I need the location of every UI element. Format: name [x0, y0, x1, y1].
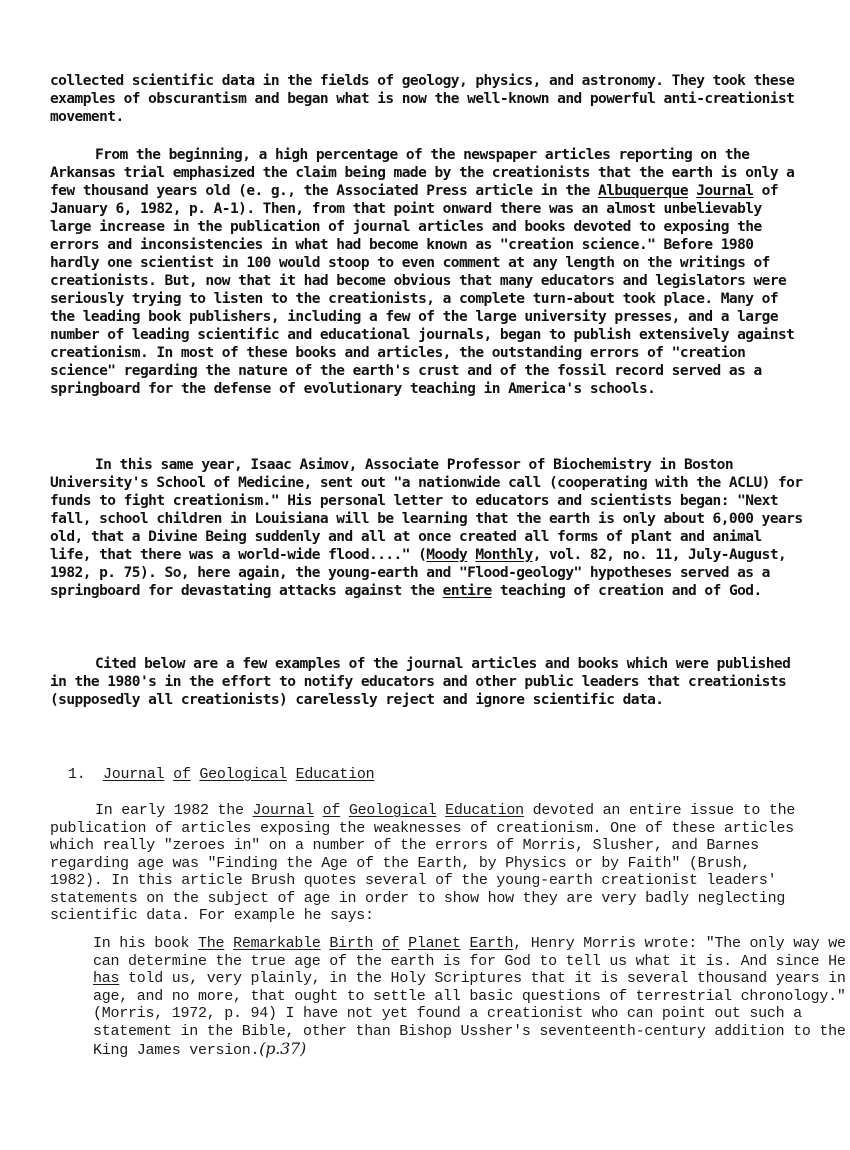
section-title-journal: Journal	[103, 766, 165, 783]
has-emphasis: has	[93, 970, 120, 987]
moody-title: Moody	[426, 547, 468, 563]
section-title-education: Education	[295, 766, 375, 783]
para1-text: collected scientific data in the fields of geology, physics, and astronomy. They took these examples of obscurantism and began what is now the well-known and powerful anti-creationist movement.	[50, 73, 795, 125]
handwritten-page-note: (p.37)	[259, 1039, 306, 1058]
section-heading	[68, 766, 810, 784]
section-title-of: of	[173, 766, 191, 783]
book-title-remarkable: Remarkable	[233, 935, 321, 952]
quote-text-1: In his book	[93, 935, 199, 952]
book-title-earth: Earth	[469, 935, 514, 952]
paragraph-intro-continuation	[50, 72, 810, 126]
journal-title: Journal	[696, 183, 754, 199]
entire-emphasis: entire	[442, 583, 492, 599]
para3-text-2: , vol. 82, no. 11, July-August, 1982, p. 75). So, here again, the young-earth and "Flood-geology" hypotheses served as a springboard for devastating attacks against the	[50, 547, 787, 599]
para2-text-1: From the beginning, a high percentage of the newspaper articles reporting on the Arkansas trial emphasized the claim being made by the creationists that the earth is only a few thousand years old (e. g., the Associated Press article in the	[50, 147, 795, 199]
para2-text-2: of January 6, 1982, p. A-1). Then, from that point onward there was an almost unbelievably large increase in the publication of journal articles and books devoted to exposing the errors and inconsistencies in what had become known as "creation science." Before 1980 hardly one scientist in 100 would stoop to even comment at any length on the writings of creationists. But, now that it had become obvious that many educators and legislators were seriously trying to listen to the creationists, a complete turn-about took place. Many of the leading book publishers, including a few of the large university presses, and a large number of leading scientific and educational journals, began to publish extensively against creationism. In most of these books and articles, the outstanding errors of "creation science" regarding the nature of the earth's crust and of the fossil record served as a springboard for the defense of evolutionary teaching in America's schools.	[50, 183, 795, 397]
book-title-of: of	[381, 935, 400, 952]
book-title-the: The	[198, 935, 225, 952]
book-title-planet: Planet	[408, 935, 461, 952]
section-number: 1.	[68, 766, 86, 783]
para3-text-3: teaching of creation and of God.	[491, 583, 762, 599]
paragraph-asimov	[50, 456, 810, 600]
quote-text-2: , Henry Morris wrote: "The only way we can determine the true age of the earth is for God to tell us what it is. And since He	[93, 935, 846, 970]
book-title-birth: Birth	[329, 935, 374, 952]
jge-education: Education	[445, 802, 524, 819]
block-quote-morris	[50, 935, 850, 1060]
para5-text-2: devoted an entire issue to the publication of articles exposing the weaknesses of creationism. One of these articles which really "zeroes in" on a number of the errors of Morris, Slusher, and Barnes regarding age was "Finding the Age of the Earth, by Physics or by Faith" (Brush, 1982). In this article Brush quotes several of the young-earth creationist leaders' statements on the subject of age in order to show how they are very badly neglecting scientific data. For example he says:	[50, 802, 796, 924]
monthly-title: Monthly	[475, 547, 533, 563]
jge-geological: Geological	[348, 802, 437, 819]
jge-of: of	[322, 802, 341, 819]
paragraph-arkansas-trial	[50, 146, 810, 398]
para3-text-1: In this same year, Isaac Asimov, Associate Professor of Biochemistry in Boston University's School of Medicine, sent out "a nationwide call (cooperating with the ACLU) for funds to fight creationism." His personal letter to educators and scientists began: "Next fall, school children in Louisiana will be learning that the earth is only about 6,000 years old, that a Divine Being suddenly and all at once created all forms of plant and animal life, that there was a world-wide flood...." (	[50, 457, 803, 563]
quote-text-3: told us, very plainly, in the Holy Scriptures that it is several thousand years in age, and no more, that ought to settle all basic questions of terrestrial chronology." (Morris, 1972, p. 94) I have not yet found a creationist who can point out such a statement in the Bible, other than Bishop Ussher's seventeenth-century addition to the King James version.	[93, 970, 846, 1059]
jge-journal: Journal	[252, 802, 314, 819]
para5-text-1: In early 1982 the	[95, 802, 253, 819]
section-title-geological: Geological	[199, 766, 287, 783]
paragraph-journal-geological-education	[50, 802, 810, 925]
albuquerque-title: Albuquerque	[598, 183, 689, 199]
para4-text: Cited below are a few examples of the journal articles and books which were published in the 1980's in the effort to notify educators and other public leaders that creationists (supposedly all creationists) carelessly reject and ignore scientific data.	[50, 656, 791, 708]
paragraph-cited-below	[50, 655, 810, 709]
